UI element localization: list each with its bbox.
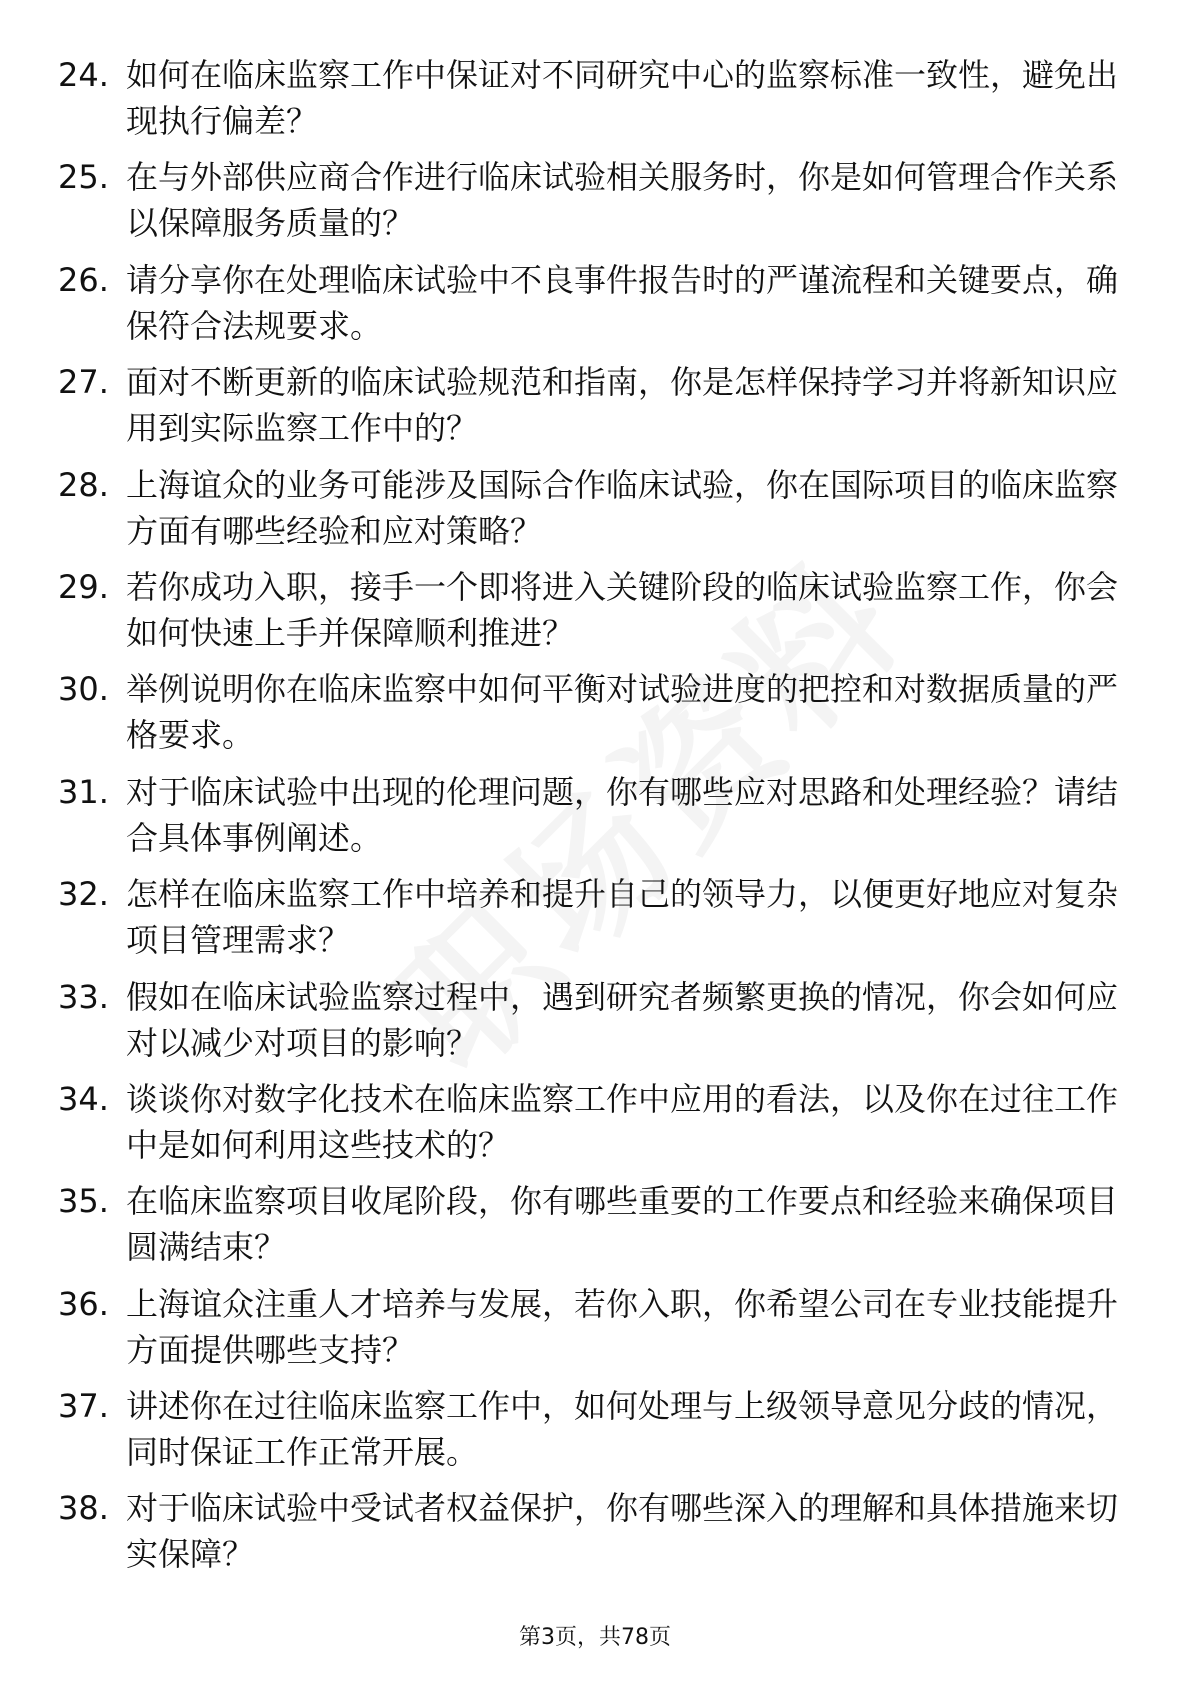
question-text: 若你成功入职，接手一个即将进入关键阶段的临床试验监察工作，你会如何快速上手并保障顺利推进？ bbox=[126, 567, 1119, 652]
page-footer bbox=[0, 1623, 1190, 1653]
question-text: 如何在临床监察工作中保证对不同研究中心的监察标准一致性，避免出现执行偏差？ bbox=[126, 56, 1119, 140]
question-item bbox=[0, 1281, 1190, 1383]
question-number: 38. bbox=[58, 1489, 109, 1528]
question-text: 面对不断更新的临床试验规范和指南，你是怎样保持学习并将新知识应用到实际监察工作中的？ bbox=[126, 363, 1119, 448]
question-item bbox=[0, 871, 1190, 973]
question-item bbox=[0, 1383, 1190, 1485]
question-item bbox=[0, 769, 1190, 871]
question-text: 讲述你在过往临床监察工作中，如何处理与上级领导意见分歧的情况，同时保证工作正常开展。 bbox=[126, 1387, 1119, 1472]
question-text: 对于临床试验中受试者权益保护，你有哪些深入的理解和具体措施来切实保障？ bbox=[126, 1489, 1119, 1574]
question-text: 请分享你在处理临床试验中不良事件报告时的严谨流程和关键要点，确保符合法规要求。 bbox=[126, 260, 1119, 345]
question-number: 32. bbox=[58, 875, 109, 914]
question-item bbox=[0, 359, 1190, 461]
question-number: 28. bbox=[58, 465, 109, 504]
question-item bbox=[0, 564, 1190, 666]
question-number: 30. bbox=[58, 670, 109, 709]
question-text: 在临床监察项目收尾阶段，你有哪些重要的工作要点和经验来确保项目圆满结束？ bbox=[126, 1182, 1119, 1267]
question-text: 假如在临床试验监察过程中，遇到研究者频繁更换的情况，你会如何应对以减少对项目的影响？ bbox=[126, 977, 1119, 1062]
page-number-label: 第3页，共78页 bbox=[519, 1625, 671, 1650]
question-text: 上海谊众注重人才培养与发展，若你入职，你希望公司在专业技能提升方面提供哪些支持？ bbox=[126, 1284, 1119, 1369]
question-item bbox=[0, 257, 1190, 359]
question-number: 36. bbox=[58, 1284, 109, 1323]
question-text: 上海谊众的业务可能涉及国际合作临床试验，你在国际项目的临床监察方面有哪些经验和应对策略？ bbox=[126, 465, 1119, 550]
question-text: 举例说明你在临床监察中如何平衡对试验进度的把控和对数据质量的严格要求。 bbox=[126, 670, 1119, 755]
question-item bbox=[0, 154, 1190, 256]
question-number: 34. bbox=[58, 1079, 109, 1118]
question-text: 在与外部供应商合作进行临床试验相关服务时，你是如何管理合作关系以保障服务质量的？ bbox=[126, 158, 1119, 243]
question-item bbox=[0, 1485, 1190, 1587]
question-number: 29. bbox=[58, 567, 109, 606]
question-text: 对于临床试验中出现的伦理问题，你有哪些应对思路和处理经验？请结合具体事例阐述。 bbox=[126, 772, 1119, 857]
question-item bbox=[0, 1178, 1190, 1280]
question-item bbox=[0, 52, 1190, 154]
question-item bbox=[0, 666, 1190, 768]
question-number: 33. bbox=[58, 977, 109, 1016]
question-number: 26. bbox=[58, 260, 109, 299]
question-number: 24. bbox=[58, 56, 109, 94]
question-item bbox=[0, 1076, 1190, 1178]
question-number: 27. bbox=[58, 363, 109, 402]
question-item bbox=[0, 462, 1190, 564]
question-number: 35. bbox=[58, 1182, 109, 1221]
question-number: 37. bbox=[58, 1387, 109, 1426]
question-number: 25. bbox=[58, 158, 109, 197]
question-list bbox=[0, 52, 1190, 1588]
question-text: 谈谈你对数字化技术在临床监察工作中应用的看法，以及你在过往工作中是如何利用这些技术的？ bbox=[126, 1079, 1119, 1164]
question-item bbox=[0, 974, 1190, 1076]
question-number: 31. bbox=[58, 772, 109, 811]
question-text: 怎样在临床监察工作中培养和提升自己的领导力，以便更好地应对复杂项目管理需求？ bbox=[126, 875, 1119, 960]
